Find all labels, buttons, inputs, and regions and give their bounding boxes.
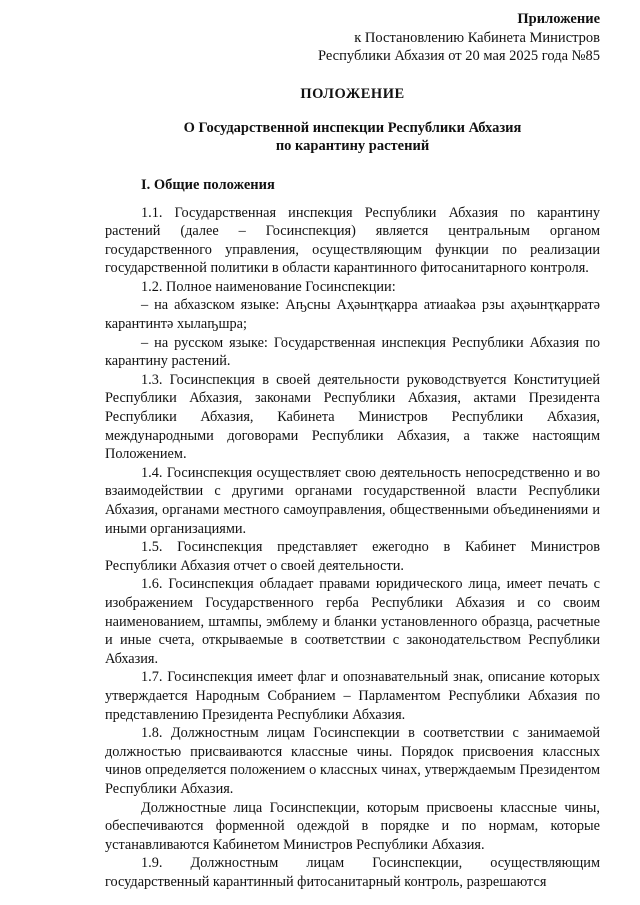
paragraph-1-8: 1.8. Должностным лицам Госинспекции в соответствии с занимаемой должностью присваиваются классные чины. Порядок присвоения классных чинов определяется положением о классных чинах, утверждаемым Президентом Республики Абхазия. bbox=[105, 725, 600, 797]
document-body bbox=[105, 204, 600, 892]
document-subtitle bbox=[105, 119, 600, 155]
annex-line: Республики Абхазия от 20 мая 2025 года №85 bbox=[318, 48, 600, 64]
annex-line: к Постановлению Кабинета Министров bbox=[354, 29, 600, 46]
paragraph-name-russian: – на русском языке: Государственная инспекция Республики Абхазия по карантину растений. bbox=[105, 334, 600, 370]
paragraph-name-abkhaz: – на абхазском языке: Аҧсны Аҳәынҭқарра атиааҟәа рзы аҳәынҭқарратә карантинтә хылаҧшра; bbox=[105, 297, 600, 333]
paragraph-1-8-uniform: Должностные лица Госинспекции, которым присвоены классные чины, обеспечиваются форменной одеждой в порядке и по нормам, которые устанавливаются Кабинетом Министров Республики Абхазия. bbox=[105, 799, 600, 853]
paragraph-1-1: 1.1. Государственная инспекция Республики Абхазия по карантину растений (далее – Госинспекция) является центральным органом государственного управления, осуществляющим функции по реализации государственной политики в области карантинного фитосанитарного контроля. bbox=[105, 204, 600, 277]
annex-block bbox=[105, 10, 600, 66]
document-title: ПОЛОЖЕНИЕ bbox=[300, 85, 405, 102]
subtitle-line: О Государственной инспекции Республики Абхазия bbox=[183, 119, 522, 136]
paragraph-1-2: 1.2. Полное наименование Госинспекции: bbox=[141, 278, 396, 295]
subtitle-line: по карантину растений bbox=[275, 137, 430, 154]
paragraph-1-7: 1.7. Госинспекция имеет флаг и опознавательный знак, описание которых утверждается Народным Собранием – Парламентом Республики Абхазия по представлению Президента Республики Абхазия. bbox=[105, 669, 600, 723]
paragraph-1-5: 1.5. Госинспекция представляет ежегодно в Кабинет Министров Республики Абхазия отчет о своей деятельности. bbox=[105, 539, 600, 574]
paragraph-1-4: 1.4. Госинспекция осуществляет свою деятельность непосредственно и во взаимодействии с другими органами государственной власти Республики Абхазия, органами местного самоуправления, общественными объединениями и иными организациями. bbox=[105, 464, 600, 537]
section-heading: I. Общие положения bbox=[141, 176, 275, 193]
paragraph-1-3: 1.3. Госинспекция в своей деятельности руководствуется Конституцией Республики Абхазия, законами Республики Абхазия, актами Президента Республики Абхазия, Кабинета Министров Республики Абхазия, международными договорами Республики Абхазия, а также настоящим Положением. bbox=[105, 371, 600, 463]
paragraph-1-9: 1.9. Должностным лицам Госинспекции, осуществляющим государственный карантинный фитосанитарный контроль, разрешаются bbox=[105, 855, 600, 890]
paragraph-1-6: 1.6. Госинспекция обладает правами юридического лица, имеет печать с изображением Государственного герба Республики Абхазия и со своим наименованием, штампы, эмблему и бланки установленного образца, расчетные и иные счета, открываемые в соответствии с законодательством Республики Абхазия. bbox=[105, 576, 600, 667]
annex-title: Приложение bbox=[517, 11, 600, 27]
